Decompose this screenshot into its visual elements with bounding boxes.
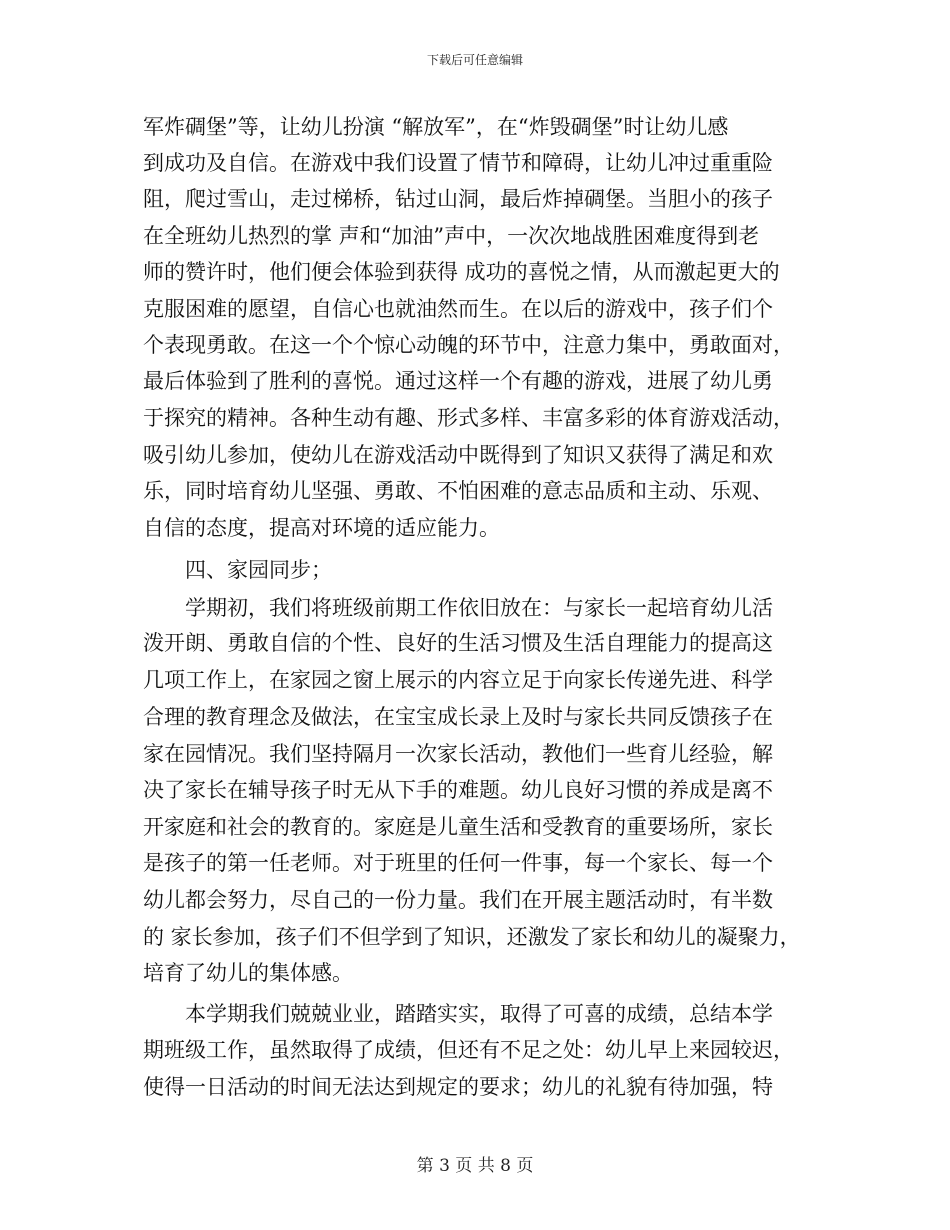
text-line: 阻，爬过雪山，走过梯桥，钻过山洞，最后炸掉碉堡。当胆小的孩子 [143, 187, 773, 211]
text-line: 到成功及自信。在游戏中我们设置了情节和障碍，让幼儿冲过重重险 [143, 151, 773, 175]
page-header-note: 下载后可任意编辑 [426, 53, 523, 67]
text-line: 的 家长参加，孩子们不但学到了知识，还激发了家长和幼儿的凝聚力， [143, 925, 801, 949]
text-line: 自信的态度，提高对环境的适应能力。 [143, 516, 500, 540]
text-line: 开家庭和社会的教育的。家庭是儿童生活和受教育的重要场所，家长 [143, 815, 773, 839]
section-heading-text: 四、家园同步； [185, 558, 332, 582]
text-line: 培育了幼儿的集体感。 [143, 961, 353, 985]
text-line: 泼开朗、勇敢自信的个性、良好的生活习惯及生活自理能力的提高这 [143, 631, 773, 655]
text-line: 于探究的精神。各种生动有趣、形式多样、丰富多彩的体育游戏活动， [143, 406, 794, 430]
text-line: 使得一日活动的时间无法达到规定的要求；幼儿的礼貌有待加强，特 [143, 1075, 773, 1099]
text-line: 家在园情况。我们坚持隔月一次家长活动，教他们一些育儿经验，解 [143, 742, 773, 766]
text-line: 决了家长在辅导孩子时无从下手的难题。幼儿良好习惯的养成是离不 [143, 778, 773, 802]
text-line: 本学期我们兢兢业业，踏踏实实，取得了可喜的成绩，总结本学 [185, 1002, 773, 1026]
text-line: 克服困难的愿望，自信心也就油然而生。在以后的游戏中，孩子们个 [143, 297, 773, 321]
text-line: 最后体验到了胜利的喜悦。通过这样一个有趣的游戏，进展了幼儿勇 [143, 369, 773, 393]
text-line: 军炸碉堡”等，让幼儿扮演 “解放军”，在“炸毁碉堡”时让幼儿感 [143, 115, 729, 139]
text-line: 乐，同时培育幼儿坚强、勇敢、不怕困难的意志品质和主动、乐观、 [143, 479, 773, 503]
text-line: 师的赞许时，他们便会体验到获得 成功的喜悦之情，从而激起更大的 [143, 260, 780, 284]
text-line: 吸引幼儿参加，使幼儿在游戏活动中既得到了知识又获得了满足和欢 [143, 443, 773, 467]
page-number-footer: 第 3 页 共 8 页 [416, 1156, 534, 1176]
text-line: 在全班幼儿热烈的掌 声和“加油”声中，一次次地战胜困难度得到老 [143, 224, 760, 248]
text-line: 几项工作上，在家园之窗上展示的内容立足于向家长传递先进、科学 [143, 668, 773, 692]
text-line: 幼儿都会努力，尽自己的一份力量。我们在开展主题活动时，有半数 [143, 888, 773, 912]
text-line: 是孩子的第一任老师。对于班里的任何一件事，每一个家长、每一个 [143, 851, 773, 875]
text-line: 期班级工作，虽然取得了成绩，但还有不足之处：幼儿早上来园较迟， [143, 1038, 794, 1062]
text-line: 合理的教育理念及做法，在宝宝成长录上及时与家长共同反馈孩子在 [143, 705, 773, 729]
text-line: 学期初，我们将班级前期工作依旧放在：与家长一起培育幼儿活 [185, 596, 773, 620]
text-line: 个表现勇敢。在这一个个惊心动魄的环节中，注意力集中，勇敢面对， [143, 333, 794, 357]
